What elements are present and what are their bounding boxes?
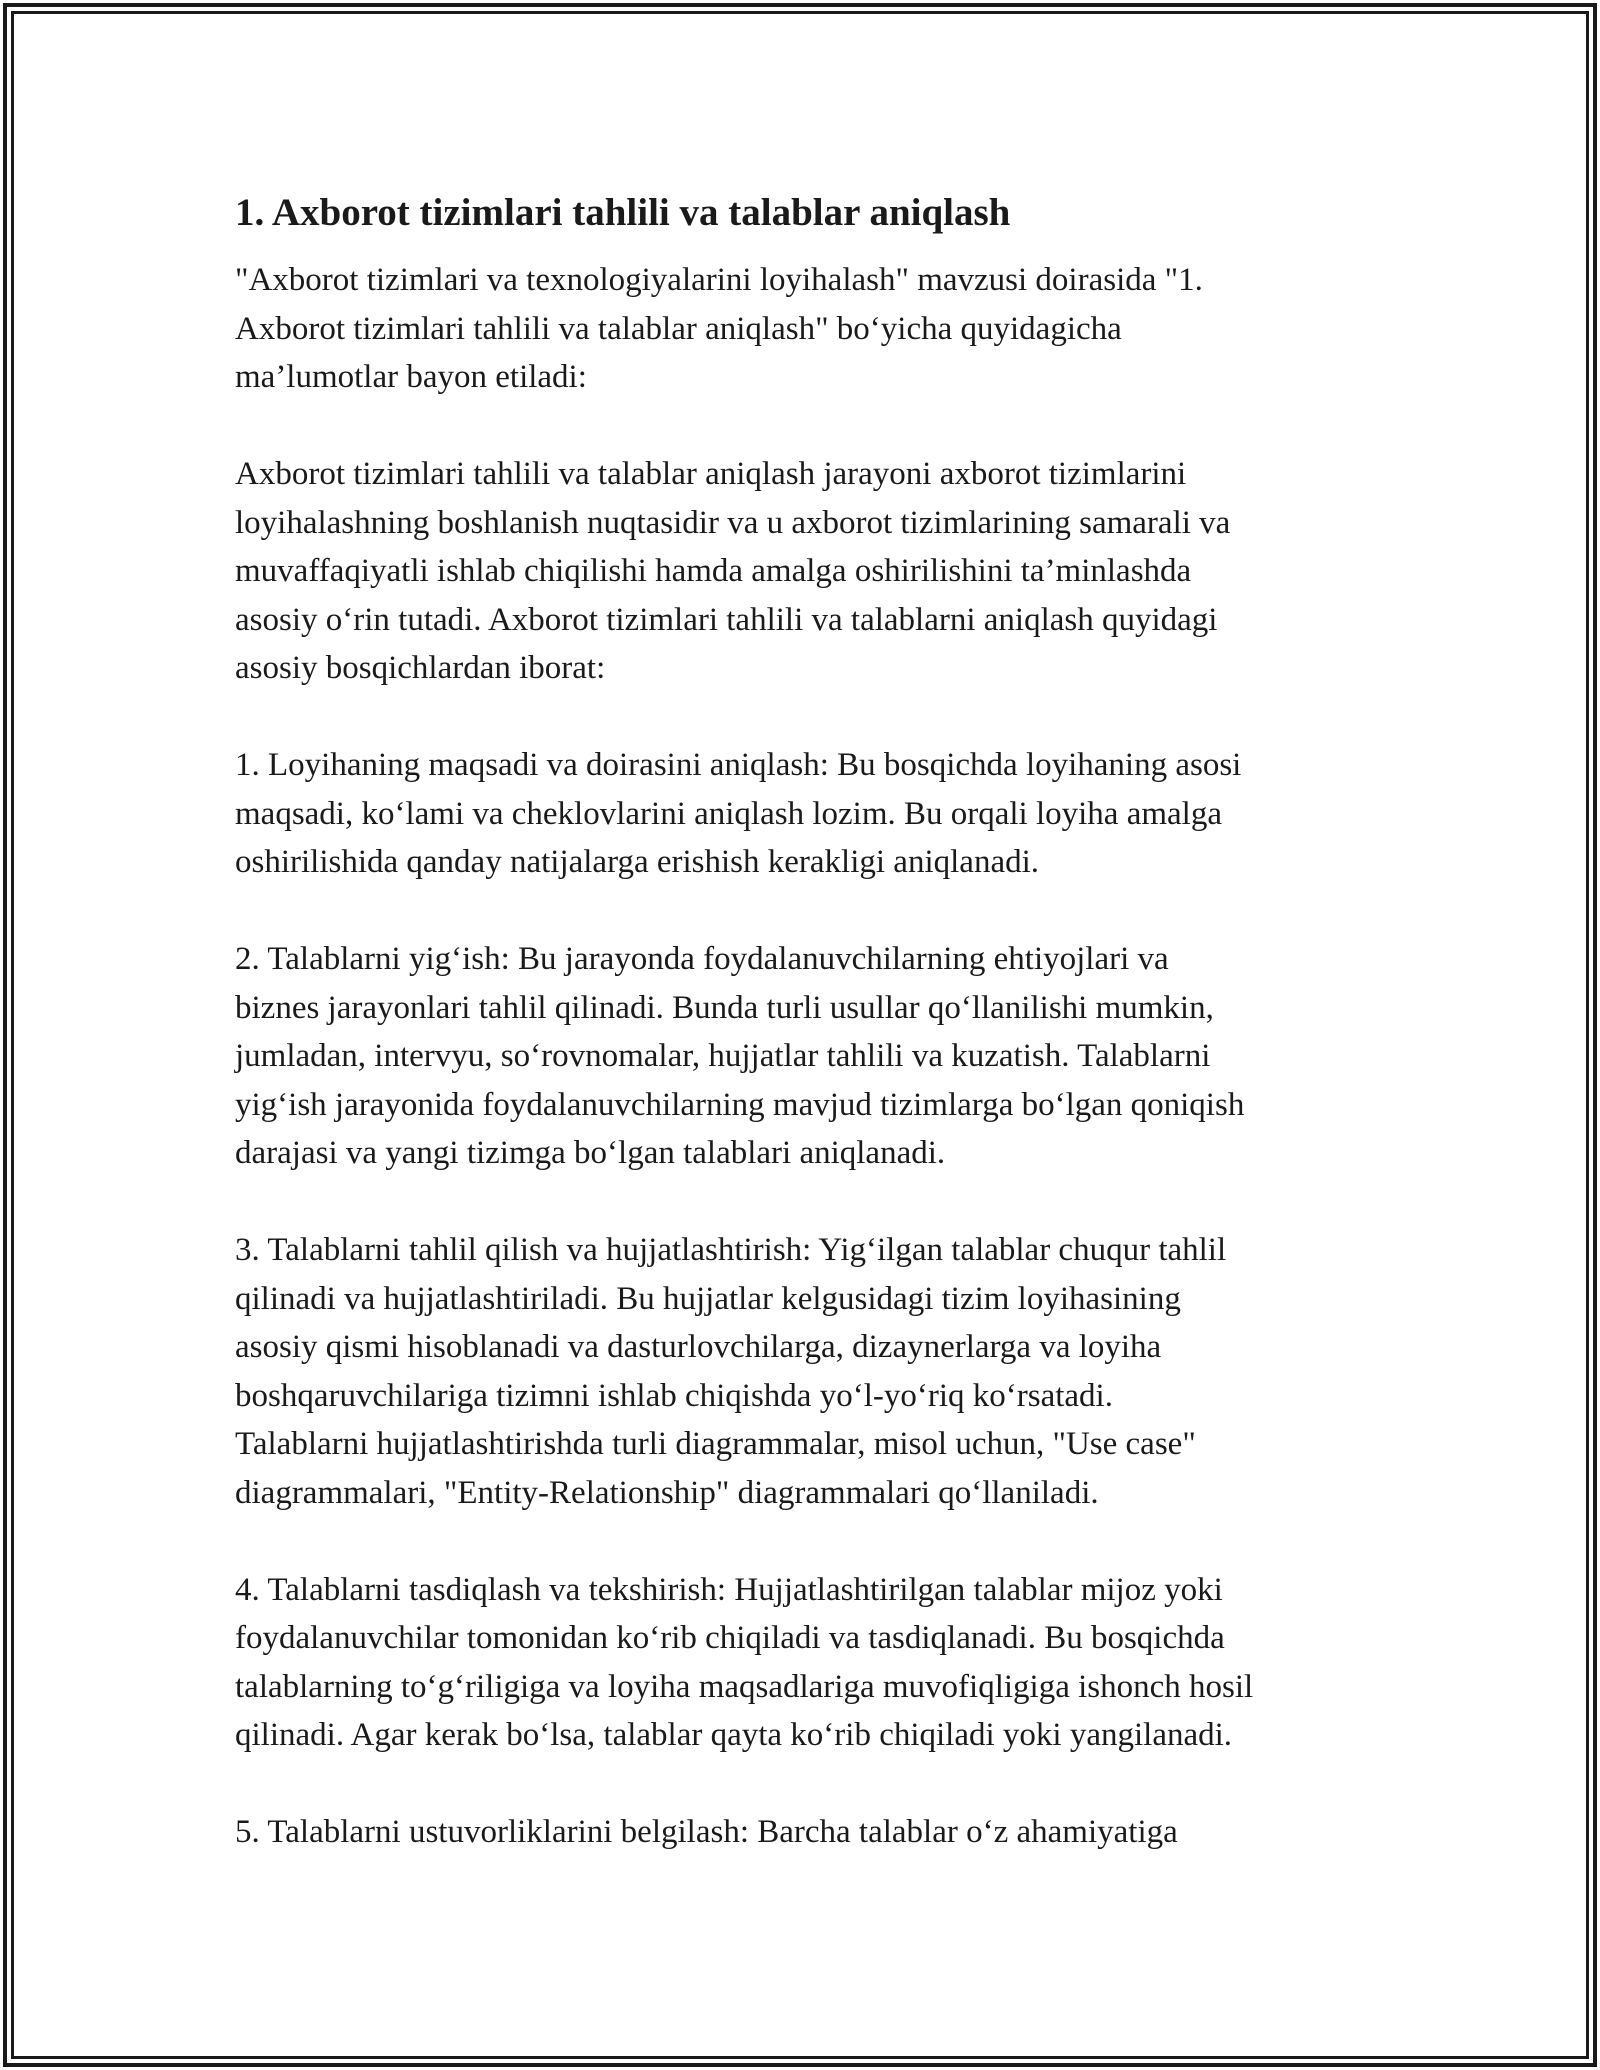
overview-paragraph: [235, 450, 1395, 693]
document-title: 1. Axborot tizimlari tahlili va talablar aniqlash: [235, 191, 1011, 234]
text-line: qilinadi. Agar kerak bo‘lsa, talablar qayta ko‘rib chiqiladi yoki yangilanadi.: [235, 1717, 1233, 1753]
text-line: qilinadi va hujjatlashtiriladi. Bu hujjatlar kelgusidagi tizim loyihasining: [235, 1280, 1181, 1317]
text-line: talablarning to‘g‘riligiga va loyiha maqsadlariga muvofiqligiga ishonch hosil: [235, 1668, 1254, 1705]
text-line: asosiy bosqichlardan iborat:: [235, 650, 606, 686]
step-3-paragraph: [235, 1226, 1395, 1517]
text-line: 1. Loyihaning maqsadi va doirasini aniqlash: Bu bosqichda loyihaning asosi: [235, 747, 1242, 783]
text-line: asosiy qismi hisoblanadi va dasturlovchilarga, dizaynerlarga va loyiha: [235, 1329, 1162, 1365]
text-line: Axborot tizimlari tahlili va talablar aniqlash jarayoni axborot tizimlarini: [235, 456, 1187, 492]
text-line: maqsadi, ko‘lami va cheklovlarini aniqlash lozim. Bu orqali loyiha amalga: [235, 795, 1222, 832]
text-line: boshqaruvchilariga tizimni ishlab chiqishda yo‘l-yo‘riq ko‘rsatadi.: [235, 1377, 1113, 1414]
intro-paragraph: [235, 256, 1395, 402]
text-line: 3. Talablarni tahlil qilish va hujjatlashtirish: Yig‘ilgan talablar chuqur tahlil: [235, 1232, 1227, 1268]
text-line: Talablarni hujjatlashtirishda turli diagrammalar, misol uchun, "Use case": [235, 1426, 1196, 1462]
text-line: loyihalashning boshlanish nuqtasidir va u axborot tizimlarining samarali va: [235, 504, 1231, 541]
text-line: 2. Talablarni yig‘ish: Bu jarayonda foydalanuvchilarning ehtiyojlari va: [235, 941, 1169, 977]
text-line: yig‘ish jarayonida foydalanuvchilarning mavjud tizimlarga bo‘lgan qoniqish: [235, 1086, 1245, 1123]
step-1-paragraph: [235, 741, 1395, 887]
step-4-paragraph: [235, 1566, 1395, 1760]
text-line: 5. Talablarni ustuvorliklarini belgilash: Barcha talablar o‘z ahamiyatiga: [235, 1814, 1178, 1850]
document-body: [235, 184, 1395, 1905]
text-line: jumladan, intervyu, so‘rovnomalar, hujjatlar tahlili va kuzatish. Talablarni: [235, 1038, 1211, 1074]
text-line: biznes jarayonlari tahlil qilinadi. Bunda turli usullar qo‘llanilishi mumkin,: [235, 989, 1214, 1026]
text-line: 4. Talablarni tasdiqlash va tekshirish: Hujjatlashtirilgan talablar mijoz yoki: [235, 1571, 1223, 1608]
text-line: diagrammalari, "Entity-Relationship" diagrammalari qo‘llaniladi.: [235, 1474, 1099, 1511]
step-2-paragraph: [235, 935, 1395, 1178]
text-line: muvaffaqiyatli ishlab chiqilishi hamda amalga oshirilishini ta’minlashda: [235, 553, 1192, 589]
step-5-paragraph: [235, 1808, 1395, 1857]
text-line: "Axborot tizimlari va texnologiyalarini loyihalash" mavzusi doirasida "1.: [235, 262, 1203, 298]
text-line: ma’lumotlar bayon etiladi:: [235, 359, 587, 395]
text-line: asosiy o‘rin tutadi. Axborot tizimlari tahlili va talablarni aniqlash quyidagi: [235, 601, 1218, 638]
text-line: Axborot tizimlari tahlili va talablar aniqlash" bo‘yicha quyidagicha: [235, 310, 1122, 347]
text-line: darajasi va yangi tizimga bo‘lgan talablari aniqlanadi.: [235, 1135, 946, 1171]
text-line: oshirilishida qanday natijalarga erishish kerakligi aniqlanadi.: [235, 844, 1040, 880]
text-line: foydalanuvchilar tomonidan ko‘rib chiqiladi va tasdiqlanadi. Bu bosqichda: [235, 1620, 1225, 1656]
